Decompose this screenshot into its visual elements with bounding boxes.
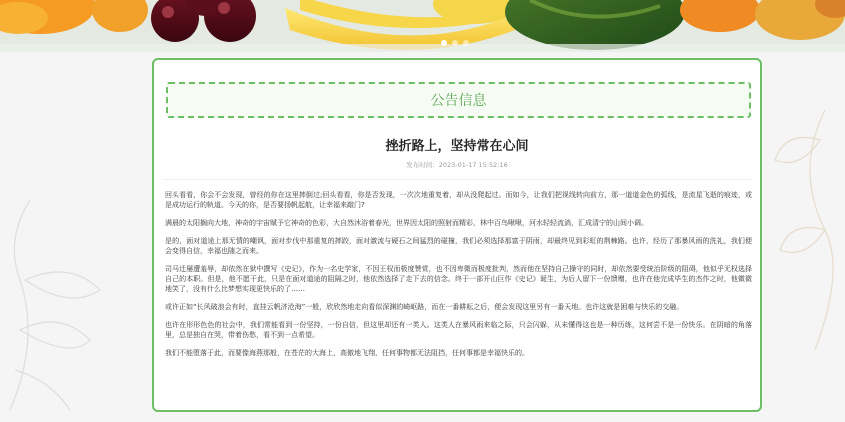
hero-banner[interactable] [0, 0, 845, 52]
article-paragraph: 满晨的太阳搁向大地，神奇的宇宙赋予它神奇的色彩，大自然沐浴着春光，世界因太阳的照射而精彩，林中百鸟啾啾，河水轻轻流淌，汇成清宁的山间小调。 [165, 219, 648, 227]
article-paragraph: 回头看看，你会不会发现，曾经的你在这里摔倒过;回头看看，你是否发现，一次次地重复着，却从没爬起过。而如今，让我们把视线转向前方，那一道道金色的弧线，是流星飞逝的痕迹，或是成功运行的轨道。今天的你，是否要扬帆起航，让幸福来敲门? [165, 191, 752, 210]
publish-time: 2023-01-17 15:52:16 [438, 161, 508, 169]
article-paragraph: 是的，面对道途上那无情的嘲讽，面对步伐中那重复的摔跤，面对激流与硬石之间猛烈的碰撞，我们必须选择那富于阴雨，却最终见到彩虹的荆棘路。也许，经历了那暴风雨的洗礼，我们便会变得自信，幸福也随之而来。 [165, 236, 752, 255]
notice-card [152, 58, 762, 412]
article-paragraph: 也许在形形色色的社会中，我们常能看到一份坚持，一份自信，但这里却还有一类人。这类人在暴风雨来临之际，只会闪躲，从未懂得这也是一种历练，这何尝不是一份快乐。在阴暗的角落里，总是独自在哭，带着伤愁，看不到一点希望。 [165, 320, 752, 339]
carousel-dot[interactable] [463, 40, 469, 46]
carousel-dot[interactable] [452, 40, 458, 46]
carousel-dot[interactable] [441, 40, 447, 46]
floral-decoration [0, 170, 120, 420]
floral-decoration [765, 90, 845, 390]
fruit-vegetable-image [0, 0, 845, 52]
article-paragraph: 我们不能堕落于此，而要像海燕那般，在苍茫的大海上，高傲地飞翔，任何事物都无法阻挡，任何事都是幸福快乐的。 [165, 348, 529, 357]
carousel-indicators [441, 40, 469, 46]
article-title: 挫折路上，坚持常在心间 [385, 139, 529, 154]
article-body [165, 190, 752, 366]
article-paragraph: 司马迁屡遭羞辱，却依然在狱中撰写《史记》，作为一名史学家，不因王权而极度赞赏，也不因卑微而极度批判，然而他在坚持自己操守的同时，却依然要受统治阶级的阻碍，他似乎无权选择自己的本职。但是，他不愿干此，只是在面对道途的阻隔之时，他依然选择了走下去的信念。终于一部开山巨作《史记》诞生，为后人留下一份馈赠，也许在他完成毕生的杰作之时，他微微地笑了，没有什么比梦想实现更快乐的了…… [165, 264, 752, 294]
publish-info [154, 160, 760, 169]
notice-header-label: 公告信息 [430, 93, 487, 109]
notice-header [166, 82, 751, 118]
publish-label: 发布时间： [406, 161, 439, 169]
article-paragraph: 或许正如“长风破浪会有时，直挂云帆济沧海”一般，欣欣然地走向看似深渊的崎岖路，而在一番耕耘之后，便会发现这里另有一番天地。也许这就是困难与快乐的交融。 [165, 303, 684, 311]
divider [164, 179, 752, 180]
